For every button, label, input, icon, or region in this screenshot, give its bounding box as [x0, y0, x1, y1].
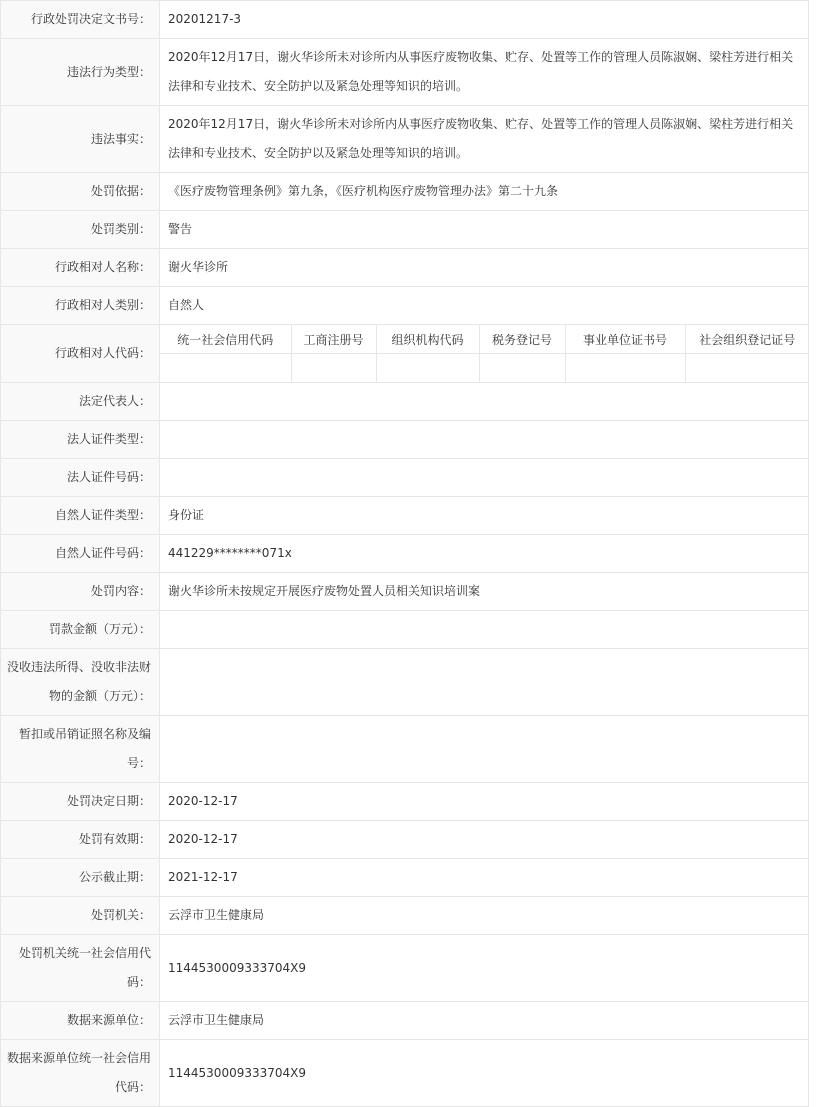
code-value-tax-reg	[479, 354, 565, 383]
label-violation-facts: 违法事实：	[1, 106, 160, 173]
value-violation-type: 2020年12月17日，谢火华诊所未对诊所内从事医疗废物收集、贮存、处置等工作的管理人员陈淑娴、梁柱芳进行相关法律和专业技术、安全防护以及紧急处理等知识的培训。	[160, 39, 809, 106]
row-authority-credit-code	[1, 935, 809, 1002]
label-document-number: 行政处罚决定文书号：	[1, 1, 160, 39]
code-header-org-code: 组织机构代码	[376, 325, 479, 354]
party-code-cell	[160, 325, 809, 383]
code-header-business-reg: 工商注册号	[291, 325, 376, 354]
value-party-type: 自然人	[160, 287, 809, 325]
value-penalty-basis: 《医疗废物管理条例》第九条，《医疗机构医疗废物管理办法》第二十九条	[160, 173, 809, 211]
row-party-name	[1, 249, 809, 287]
code-header-social-org-reg: 社会组织登记证号	[685, 325, 809, 354]
row-decision-date	[1, 783, 809, 821]
value-person-id-type: 身份证	[160, 497, 809, 535]
label-legal-id-number: 法人证件号码：	[1, 459, 160, 497]
value-person-id-number: 441229********071x	[160, 535, 809, 573]
value-penalty-category: 警告	[160, 211, 809, 249]
label-authority-credit-code: 处罚机关统一社会信用代码：	[1, 935, 160, 1002]
label-license-suspension: 暂扣或吊销证照名称及编号：	[1, 716, 160, 783]
row-penalty-category	[1, 211, 809, 249]
label-person-id-number: 自然人证件号码：	[1, 535, 160, 573]
code-header-institution-cert: 事业单位证书号	[565, 325, 685, 354]
row-legal-representative	[1, 383, 809, 421]
row-penalty-authority	[1, 897, 809, 935]
value-party-name: 谢火华诊所	[160, 249, 809, 287]
label-decision-date: 处罚决定日期：	[1, 783, 160, 821]
label-data-source: 数据来源单位：	[1, 1002, 160, 1040]
label-party-type: 行政相对人类别：	[1, 287, 160, 325]
row-fine-amount	[1, 611, 809, 649]
value-penalty-content: 谢火华诊所未按规定开展医疗废物处置人员相关知识培训案	[160, 573, 809, 611]
row-violation-type	[1, 39, 809, 106]
party-code-table	[160, 325, 809, 382]
value-authority-credit-code: 1144530009333704X9	[160, 935, 809, 1002]
row-legal-id-number	[1, 459, 809, 497]
label-penalty-content: 处罚内容：	[1, 573, 160, 611]
label-data-source-credit-code: 数据来源单位统一社会信用代码：	[1, 1040, 160, 1107]
code-value-credit-code	[160, 354, 291, 383]
row-party-type	[1, 287, 809, 325]
value-license-suspension	[160, 716, 809, 783]
value-violation-facts: 2020年12月17日，谢火华诊所未对诊所内从事医疗废物收集、贮存、处置等工作的管理人员陈淑娴、梁柱芳进行相关法律和专业技术、安全防护以及紧急处理等知识的培训。	[160, 106, 809, 173]
row-publicity-deadline	[1, 859, 809, 897]
label-legal-representative: 法定代表人：	[1, 383, 160, 421]
label-penalty-category: 处罚类别：	[1, 211, 160, 249]
value-valid-period: 2020-12-17	[160, 821, 809, 859]
row-valid-period	[1, 821, 809, 859]
value-legal-id-number	[160, 459, 809, 497]
value-legal-id-type	[160, 421, 809, 459]
value-publicity-deadline: 2021-12-17	[160, 859, 809, 897]
row-violation-facts	[1, 106, 809, 173]
label-confiscation-amount: 没收违法所得、没收非法财物的金额（万元）：	[1, 649, 160, 716]
label-fine-amount: 罚款金额（万元）：	[1, 611, 160, 649]
row-license-suspension	[1, 716, 809, 783]
row-penalty-basis	[1, 173, 809, 211]
label-person-id-type: 自然人证件类型：	[1, 497, 160, 535]
code-header-row	[160, 325, 809, 354]
label-penalty-basis: 处罚依据：	[1, 173, 160, 211]
row-person-id-number	[1, 535, 809, 573]
label-penalty-authority: 处罚机关：	[1, 897, 160, 935]
code-value-row	[160, 354, 809, 383]
value-confiscation-amount	[160, 649, 809, 716]
code-header-tax-reg: 税务登记号	[479, 325, 565, 354]
row-person-id-type	[1, 497, 809, 535]
label-valid-period: 处罚有效期：	[1, 821, 160, 859]
code-value-org-code	[376, 354, 479, 383]
label-party-name: 行政相对人名称：	[1, 249, 160, 287]
row-confiscation-amount	[1, 649, 809, 716]
code-value-business-reg	[291, 354, 376, 383]
label-publicity-deadline: 公示截止期：	[1, 859, 160, 897]
value-penalty-authority: 云浮市卫生健康局	[160, 897, 809, 935]
label-violation-type: 违法行为类型：	[1, 39, 160, 106]
code-value-institution-cert	[565, 354, 685, 383]
label-legal-id-type: 法人证件类型：	[1, 421, 160, 459]
code-header-credit-code: 统一社会信用代码	[160, 325, 291, 354]
code-value-social-org-reg	[685, 354, 809, 383]
value-legal-representative	[160, 383, 809, 421]
row-document-number	[1, 1, 809, 39]
row-party-code	[1, 325, 809, 383]
value-data-source: 云浮市卫生健康局	[160, 1002, 809, 1040]
value-document-number: 20201217-3	[160, 1, 809, 39]
row-data-source	[1, 1002, 809, 1040]
row-data-source-credit-code	[1, 1040, 809, 1107]
label-party-code: 行政相对人代码：	[1, 325, 160, 383]
value-fine-amount	[160, 611, 809, 649]
value-data-source-credit-code: 1144530009333704X9	[160, 1040, 809, 1107]
value-decision-date: 2020-12-17	[160, 783, 809, 821]
row-legal-id-type	[1, 421, 809, 459]
row-penalty-content	[1, 573, 809, 611]
